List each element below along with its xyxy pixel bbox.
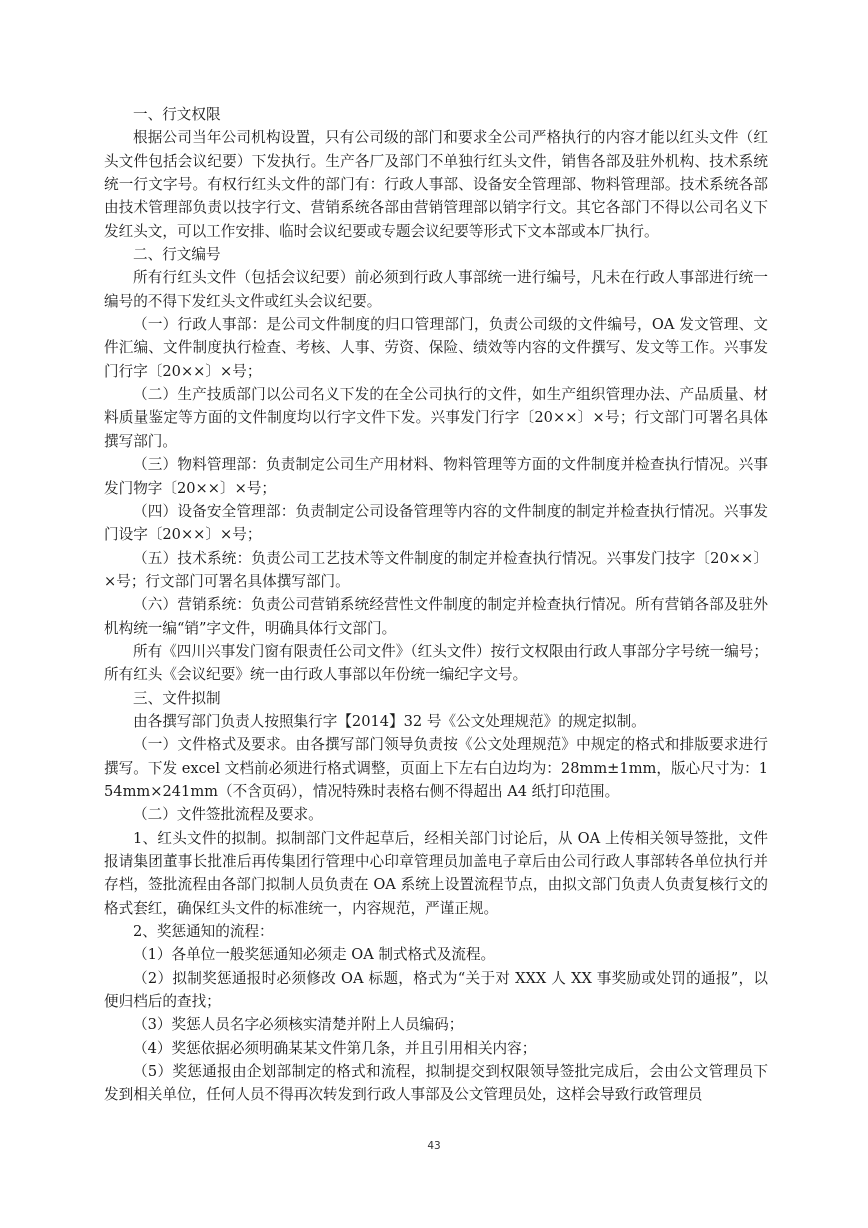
body-paragraph: （六）营销系统：负责公司营销系统经营性文件制度的制定并检查执行情况。所有营销各部及驻外机构统一编“销”字文件，明确具体行文部门。 (104, 596, 768, 637)
body-paragraph: （1）各单位一般奖惩通知必须走 OA 制式格式及流程。 (133, 946, 496, 964)
body-paragraph: （一）行政人事部：是公司文件制度的归口管理部门，负责公司级的文件编号，OA 发文管理、文件汇编、文件制度执行检查、考核、人事、劳资、保险、绩效等内容的文件撰写、发文等工作。兴事发门行字〔20××〕×号； (104, 316, 768, 380)
section-heading: 一、行文权限 (133, 106, 221, 123)
body-paragraph: （2）拟制奖惩通报时必须修改 OA 标题，格式为“关于对 XXX 人 XX 事奖励或处罚的通报”，以便归档后的查找； (104, 969, 768, 1011)
page-number: 43 (427, 1140, 441, 1152)
body-paragraph: 所有《四川兴事发门窗有限责任公司文件》（红头文件）按行文权限由行政人事部分字号统一编号；所有红头《会议纪要》统一由行政人事部以年份统一编纪字文号。 (104, 642, 768, 684)
body-paragraph: （三）物料管理部：负责制定公司生产用材料、物料管理等方面的文件制度并检查执行情况。兴事发门物字〔20××〕×号； (104, 456, 768, 497)
body-paragraph: （四）设备安全管理部：负责制定公司设备管理等内容的文件制度的制定并检查执行情况。兴事发门设字〔20××〕×号； (104, 502, 768, 544)
body-paragraph: （4）奖惩依据必须明确某某文件第几条，并且引用相关内容； (133, 1039, 537, 1057)
body-paragraph: （3）奖惩人员名字必须核实清楚并附上人员编码； (133, 1016, 464, 1034)
body-paragraph: 所有行红头文件（包括会议纪要）前必须到行政人事部统一进行编号，凡未在行政人事部进行统一编号的不得下发红头文件或红头会议纪要。 (104, 269, 768, 310)
body-paragraph: （5）奖惩通报由企划部制定的格式和流程，拟制提交到权限领导签批完成后，会由公文管理员下发到相关单位，任何人员不得再次转发到行政人事部及公文管理员处，这样会导致行政管理员 (104, 1063, 768, 1104)
body-paragraph: 由各撰写部门负责人按照集行字【2014】32 号《公文处理规范》的规定拟制。 (133, 712, 646, 730)
body-paragraph: 根据公司当年公司机构设置，只有公司级的部门和要求全公司严格执行的内容才能以红头文件（红头文件包括会议纪要）下发执行。生产各厂及部门不单独行红头文件，销售各部及驻外机构、技术系统统一行文字号。有权行红头文件的部门有：行政人事部、设备安全管理部、物料管理部。技术系统各部由技术管理部负责以技字行文、营销系统各部由营销管理部以销字行文。其它各部门不得以公司名义下发红头文，可以工作安排、临时会议纪要或专题会议纪要等形式下文本部或本厂执行。 (104, 129, 768, 240)
section-heading: 二、行文编号 (133, 246, 221, 264)
body-paragraph: （二）文件签批流程及要求。 (133, 806, 323, 824)
body-paragraph: 2、奖惩通知的流程： (133, 923, 274, 941)
body-paragraph: （一）文件格式及要求。由各撰写部门领导负责按《公文处理规范》中规定的格式和排版要求进行撰写。下发 excel 文档前必须进行格式调整，页面上下左右白边均为：28mm±1mm，版心尺寸为：154mm×241mm（不含页码），情况特殊时表格右侧不得超出 A4 纸打印范围。 (104, 736, 768, 800)
body-paragraph: （五）技术系统：负责公司工艺技术等文件制度的制定并检查执行情况。兴事发门技字〔20××〕×号；行文部门可署名具体撰写部门。 (104, 549, 768, 590)
section-heading: 三、文件拟制 (133, 689, 221, 707)
body-paragraph: （二）生产技质部门以公司名义下发的在全公司执行的文件，如生产组织管理办法、产品质量、材料质量鉴定等方面的文件制度均以行字文件下发。兴事发门行字〔20××〕×号；行文部门可署名具体撰写部门。 (104, 386, 768, 450)
body-paragraph: 1、红头文件的拟制。拟制部门文件起草后，经相关部门讨论后，从 OA 上传相关领导签批，文件报请集团董事长批准后再传集团行管理中心印章管理员加盖电子章后由公司行政人事部转各单位执行并存档，签批流程由各部门拟制人员负责在 OA 系统上设置流程节点，由拟文部门负责人负责复核行文的格式套红，确保红头文件的标准统一，内容规范，严谨正规。 (104, 829, 768, 917)
